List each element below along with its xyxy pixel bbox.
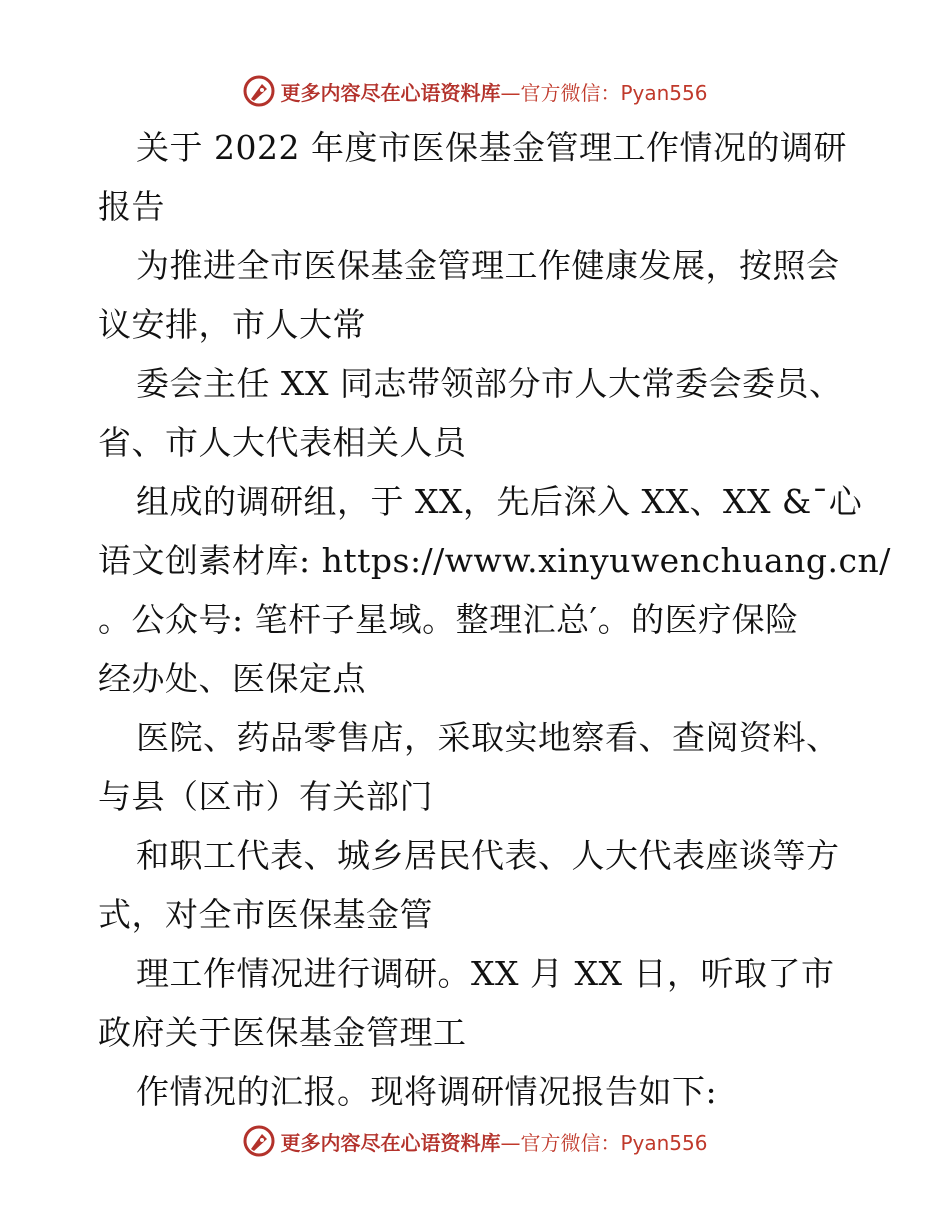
header-banner [0, 71, 950, 111]
body-line-15: 理工作情况进行调研。XX 月 XX 日，听取了市 [136, 954, 835, 993]
body-line-13: 和职工代表、城乡居民代表、人大代表座谈等方 [136, 836, 840, 875]
footer-library-text: 更多内容尽在心语资料库 [280, 1130, 501, 1155]
body-line-8: 语文创素材库: https://www.xinyuwenchuang.cn/ [98, 541, 891, 580]
document-body [98, 118, 891, 1121]
pen-nib-logo-icon [242, 74, 276, 108]
body-line-3: 为推进全市医保基金管理工作健康发展，按照会 [136, 246, 840, 285]
body-line-5: 委会主任 XX 同志带领部分市人大常委会委员、 [136, 364, 843, 403]
body-line-10: 经办处、医保定点 [98, 659, 366, 698]
body-line-14: 式，对全市医保基金管 [98, 895, 433, 934]
title-line-2: 报告 [98, 187, 165, 226]
pen-nib-logo-icon [242, 1124, 276, 1158]
body-line-4: 议安排，市人大常 [98, 305, 366, 344]
banner-wechat-text: —官方微信：Pyan556 [500, 80, 708, 105]
body-line-11: 医院、药品零售店，采取实地察看、查阅资料、 [136, 718, 840, 757]
body-line-6: 省、市人大代表相关人员 [98, 423, 467, 462]
body-line-16: 政府关于医保基金管理工 [98, 1013, 467, 1052]
body-line-7: 组成的调研组，于 XX，先后深入 XX、XX &¯心 [136, 482, 863, 521]
footer-wechat-text: —官方微信：Pyan556 [500, 1130, 708, 1155]
banner-library-text: 更多内容尽在心语资料库 [280, 80, 501, 105]
title-line-1: 关于 2022 年度市医保基金管理工作情况的调研 [136, 128, 847, 167]
body-line-9: 。公众号: 笔杆子星域。整理汇总′。的医疗保险 [98, 600, 799, 639]
body-line-17: 作情况的汇报。现将调研情况报告如下: [136, 1072, 718, 1111]
body-line-12: 与县（区市）有关部门 [98, 777, 433, 816]
footer-banner [0, 1121, 950, 1161]
